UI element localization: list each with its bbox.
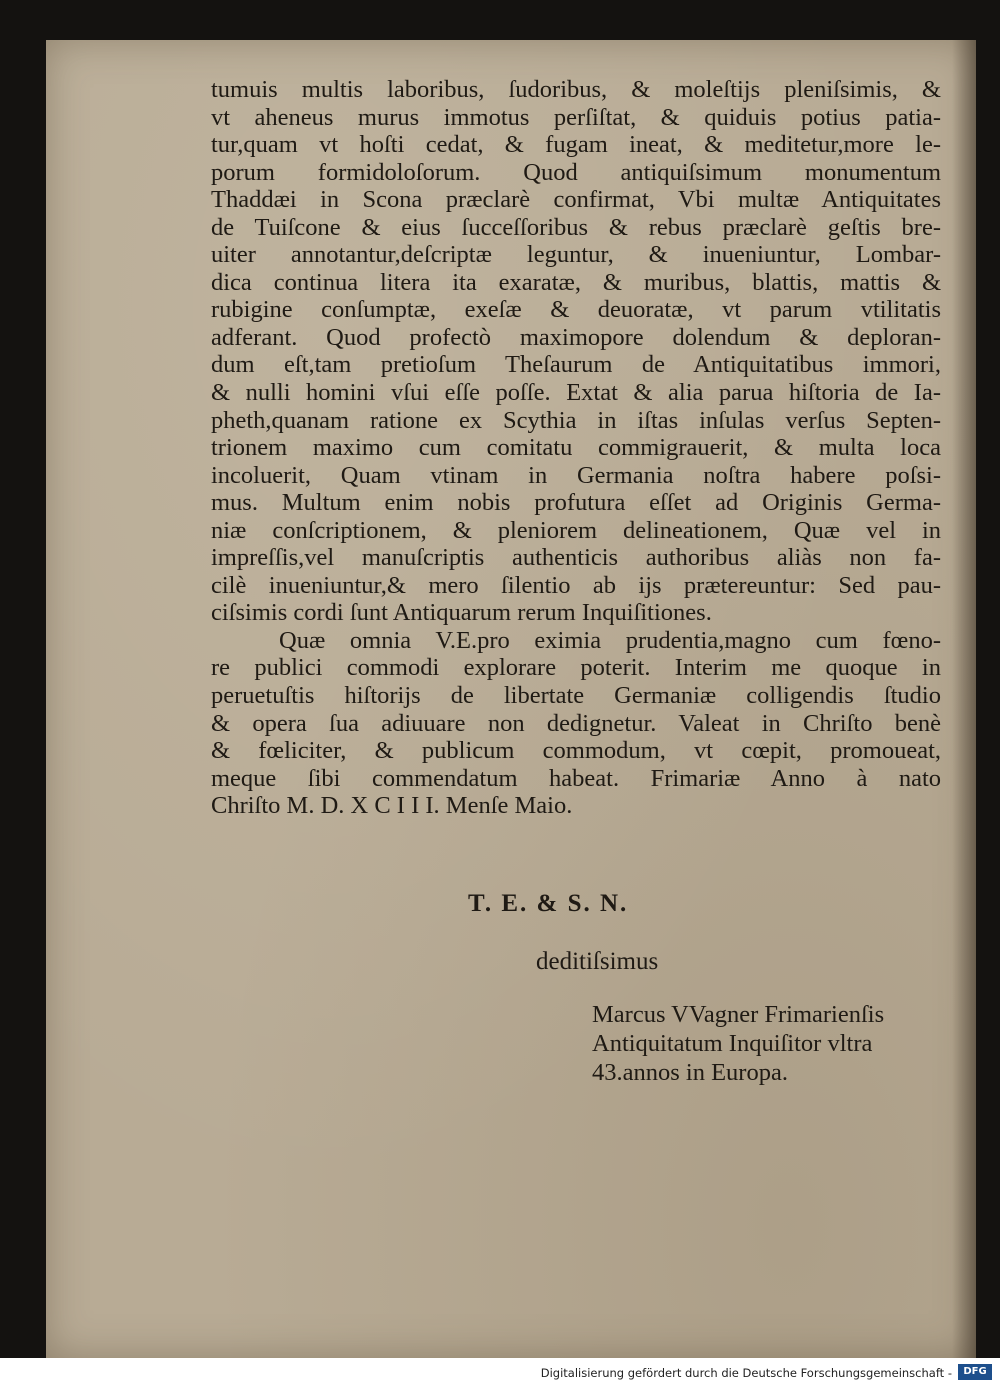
- signature: [592, 1000, 972, 1087]
- text-line: mus. Multum enim nobis profutura eſſet ad Originis Germa-: [211, 489, 941, 517]
- text-line: meque ſibi commendatum habeat. Frimariæ Anno à nato: [211, 764, 941, 792]
- text-line: porum formidoloſorum. Quod antiquiſsimum monumentum: [211, 158, 941, 186]
- signature-line: Antiquitatum Inquiſitor vltra: [592, 1030, 873, 1057]
- text-line: niæ conſcriptionem, & pleniorem delineationem, Quæ vel in: [211, 516, 941, 544]
- text-line: cilè inueniuntur,& mero ſilentio ab ijs prætereuntur: Sed pau-: [211, 571, 941, 599]
- signature-line: Marcus VVagner Frimarienſis: [592, 1001, 885, 1028]
- text-line: & nulli homini vſui eſſe poſſe. Extat & alia parua hiſtoria de Ia-: [211, 379, 941, 407]
- text-line: & opera ſua adiuuare non dedignetur. Valeat in Chriſto benè: [211, 709, 941, 737]
- text-line: impreſſis,vel manuſcriptis authenticis authoribus aliàs non fa-: [211, 544, 941, 572]
- text-line: rubigine conſumptæ, exeſæ & deuoratæ, vt parum vtilitatis: [211, 296, 941, 324]
- book-page: [46, 40, 976, 1358]
- closing-devoted: deditiſsimus: [536, 948, 659, 975]
- footer-credit: Digitalisierung gefördert durch die Deutsche Forschungsgemeinschaft -: [540, 1366, 952, 1380]
- signature-line: 43.annos in Europa.: [592, 1059, 788, 1086]
- text-line: Thaddæi in Scona præclarè confirmat, Vbi multæ Antiquitates: [211, 186, 941, 214]
- text-line: pheth,quanam ratione ex Scythia in iſtas inſulas verſus Septen-: [211, 406, 941, 434]
- text-line: vt aheneus murus immotus perſiſtat, & quiduis potius patia-: [211, 103, 941, 131]
- text-line: adferant. Quod profectò maximopore dolendum & deploran-: [211, 323, 941, 351]
- text-line: re publici commodi explorare poterit. Interim me quoque in: [211, 654, 941, 682]
- text-line: ciſsimis cordi ſunt Antiquarum rerum Inquiſitiones.: [211, 599, 712, 627]
- text-line: & fœliciter, & publicum commodum, vt cœpit, promoueat,: [211, 737, 941, 765]
- closing-initials: T. E. & S. N.: [468, 890, 629, 917]
- text-line: tur,quam vt hoſti cedat, & fugam ineat, & meditetur,more le-: [211, 131, 941, 159]
- text-line: peruetuſtis hiſtorijs de libertate Germaniæ colligendis ſtudio: [211, 682, 941, 710]
- text-line: Chriſto M. D. X C I I I. Menſe Maio.: [211, 792, 573, 820]
- text-line: dica continua litera ita exaratæ, & muribus, blattis, mattis &: [211, 268, 941, 296]
- text-line: de Tuiſcone & eius ſucceſſoribus & rebus præclarè geſtis bre-: [211, 213, 941, 241]
- text-line: tumuis multis laboribus, ſudoribus, & moleſtijs pleniſsimis, &: [211, 76, 941, 103]
- text-line: Quæ omnia V.E.pro eximia prudentia,magno cum fœno-: [279, 626, 941, 654]
- text-line: trionem maximo cum comitatu commigrauerit, & multa loca: [211, 434, 941, 462]
- closing-block: [46, 40, 976, 1358]
- dfg-logo: DFG: [958, 1364, 992, 1380]
- text-line: dum eſt,tam pretioſum Theſaurum de Antiquitatibus immori,: [211, 351, 941, 379]
- text-line: uiter annotantur,deſcriptæ leguntur, & inueniuntur, Lombar-: [211, 241, 941, 269]
- text-line: incoluerit, Quam vtinam in Germania noſtra habere poſsi-: [211, 461, 941, 489]
